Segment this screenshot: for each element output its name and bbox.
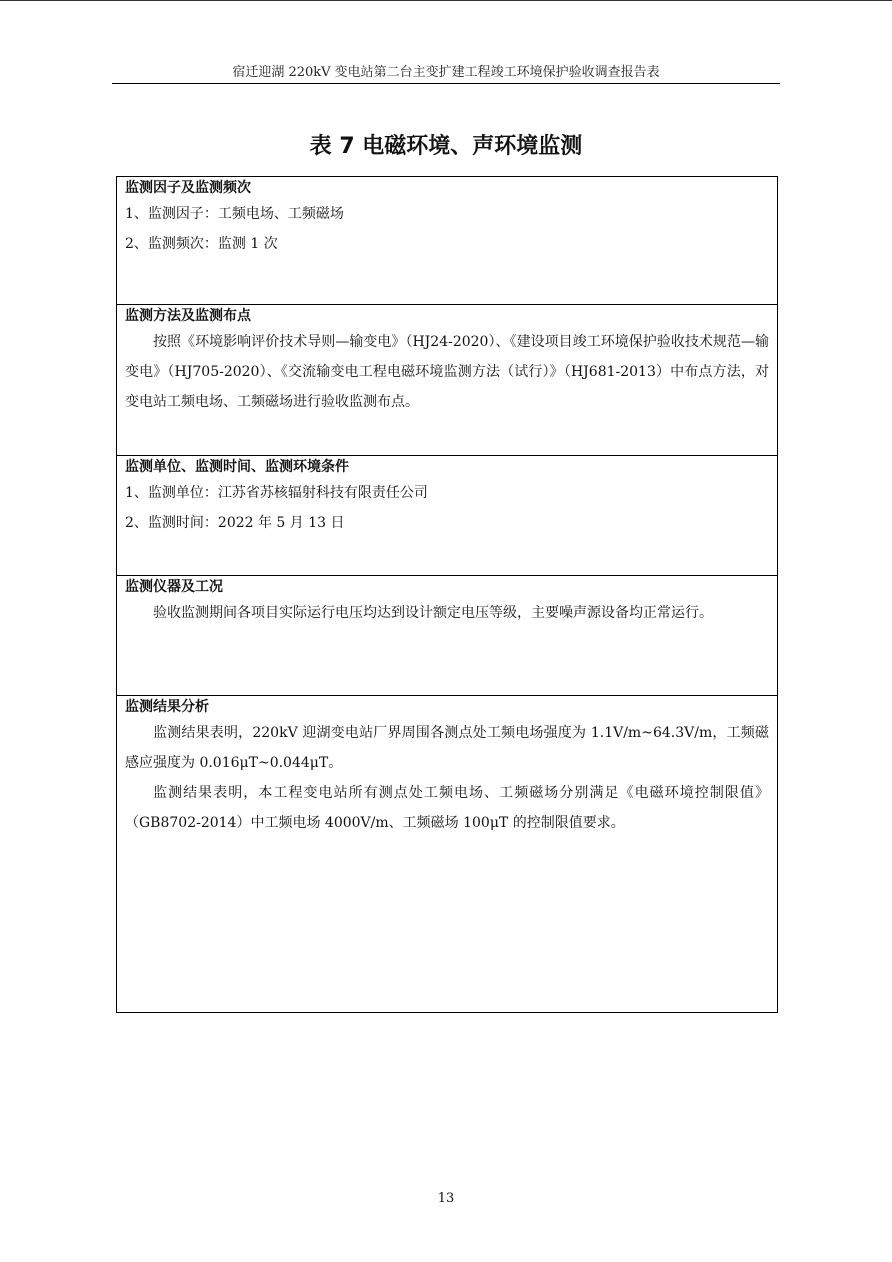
section-heading: 监测因子及监测频次 xyxy=(125,180,251,196)
paragraph: 按照《环境影响评价技术导则—输变电》（HJ24-2020）、《建设项目竣工环境保护验收技术规范—输变电》（HJ705-2020）、《交流输变电工程电磁环境监测方法（试行）》（HJ681-2013）中布点方法，对变电站工频电场、工频磁场进行验收监测布点。 xyxy=(125,334,769,410)
paragraph: 验收监测期间各项目实际运行电压均达到设计额定电压等级，主要噪声源设备均正常运行。 xyxy=(153,605,713,621)
section-heading: 监测结果分析 xyxy=(125,699,209,715)
paragraph: 监测结果表明，本工程变电站所有测点处工频电场、工频磁场分别满足《电磁环境控制限值》（GB8702-2014）中工频电场 4000V/m、工频磁场 100μT 的控制限值要求。 xyxy=(125,785,769,831)
page-title: 表 7 电磁环境、声环境监测 xyxy=(309,134,583,159)
section-heading: 监测方法及监测布点 xyxy=(125,308,251,324)
text-line: 1、监测因子：工频电场、工频磁场 xyxy=(125,206,344,222)
page-number: 13 xyxy=(437,1191,455,1206)
section-heading: 监测单位、监测时间、监测环境条件 xyxy=(125,459,349,475)
text-line: 1、监测单位：江苏省苏核辐射科技有限责任公司 xyxy=(125,485,428,501)
running-header: 宿迁迎湖 220kV 变电站第二台主变扩建工程竣工环境保护验收调查报告表 xyxy=(232,65,660,80)
section-monitoring-unit xyxy=(117,455,777,575)
section-results-analysis xyxy=(117,695,777,1012)
section-instruments-conditions xyxy=(117,575,777,695)
header-rule xyxy=(112,83,780,84)
section-monitoring-method xyxy=(117,304,777,455)
text-line: 2、监测频次：监测 1 次 xyxy=(125,236,278,252)
top-border-line xyxy=(0,0,892,1)
monitoring-table xyxy=(116,176,778,1013)
section-monitoring-factors xyxy=(117,176,777,304)
text-line: 2、监测时间：2022 年 5 月 13 日 xyxy=(125,515,345,531)
paragraph: 监测结果表明，220kV 迎湖变电站厂界周围各测点处工频电场强度为 1.1V/m~64.3V/m，工频磁感应强度为 0.016μT~0.044μT。 xyxy=(125,725,769,771)
section-heading: 监测仪器及工况 xyxy=(125,579,223,595)
